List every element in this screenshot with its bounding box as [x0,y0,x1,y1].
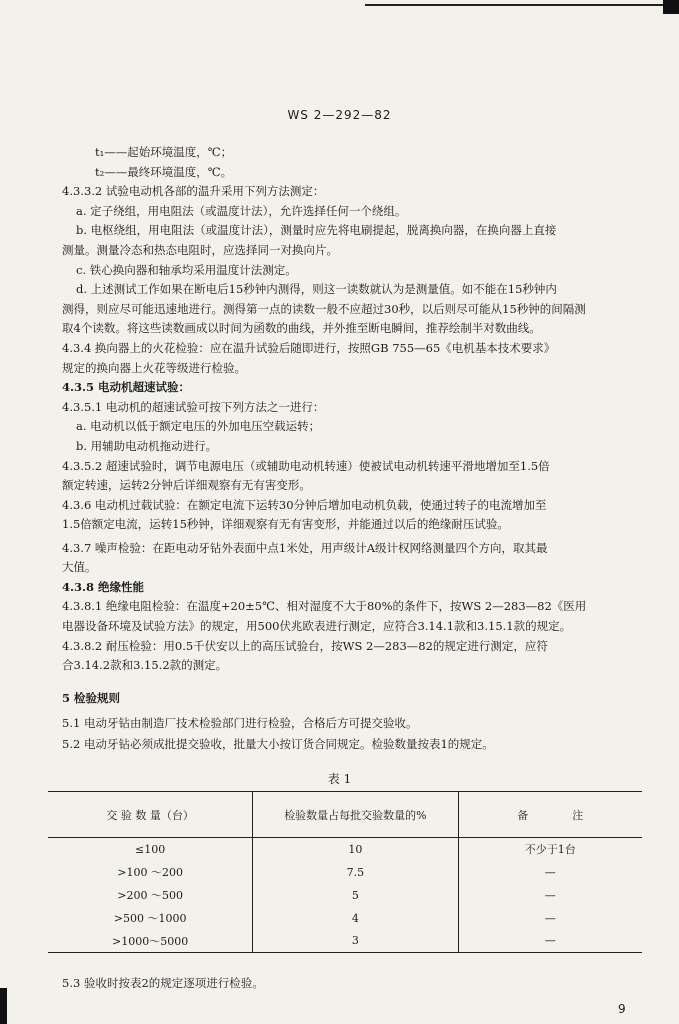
text-line: t₁——起始环境温度，℃； [95,145,233,159]
table-row [48,907,642,930]
text-line: b. 用辅助电动机拖动进行。 [76,439,218,453]
table-cell: 不少于1台 [524,843,576,857]
table-row [48,884,642,907]
table-cell: >200 ～500 [48,884,253,907]
table-cell: 7.5 [253,861,458,884]
text-line: c. 铁心换向器和轴承均采用温度计法测定。 [76,263,297,277]
table-cell: >100 ～200 [48,861,253,884]
table-cell: — [544,934,556,948]
text-line: 取4个读数。将这些读数画成以时间为函数的曲线，并外推至断电瞬间，推荐绘制半对数曲线。 [62,321,541,335]
text-line: t₂——最终环境温度，℃。 [95,165,233,179]
page-number: 9 [618,1002,626,1016]
text-line: a. 定子绕组，用电阻法（或温度计法），允许选择任何一个绕组。 [76,204,407,218]
text-line: 电器设备环境及试验方法》的规定，用500伏兆欧表进行测定，应符合3.14.1款和3.15.1款的规定。 [62,619,572,633]
text-line: b. 电枢绕组，用电阻法（或温度计法），测量时应先将电刷提起，脱离换向器，在换向器上直接 [76,223,557,237]
scan-binding-mark [0,988,7,1024]
header-cell: 检验数量占每批交验数量的% [253,792,458,838]
text-line: 4.3.8.1 绝缘电阻检验：在温度+20±5℃、相对湿度不大于80%的条件下，按WS 2—283—82《医用 [62,599,587,613]
text-line: 测量。测量冷态和热态电阻时，应选择同一对换向片。 [62,243,338,257]
table-cell: >500 ～1000 [48,907,253,930]
table-header-row [48,792,642,838]
scan-edge-line [365,4,665,6]
table-cell: 3 [253,930,458,953]
section-heading: 5 检验规则 [62,691,121,705]
text-line: 额定转速，运转2分钟后详细观察有无有害变形。 [62,478,311,492]
table-row [48,861,642,884]
text-line: 测得，则应尽可能迅速地进行。测得第一点的读数一般不应超过30秒，以后则尽可能从15秒钟的间隔测 [62,302,586,316]
table-caption: 表 1 [327,772,352,786]
text-line: 合3.14.2款和3.15.2款的测定。 [62,658,228,672]
header-cell: 备 注 [458,792,642,838]
table-cell: — [544,888,556,902]
text-line: 4.3.3.2 试验电动机各部的温升采用下列方法测定： [62,184,325,198]
text-line: 5.2 电动牙钻必须成批提交验收，批量大小按订货合同规定。检验数量按表1的规定。 [62,737,494,751]
text-line: 4.3.5.2 超速试验时，调节电源电压（或辅助电动机转速）使被试电动机转速平滑地增加至1.5倍 [62,459,550,473]
scan-corner-mark [663,0,679,14]
inspection-quantity-table [48,791,642,953]
text-line: a. 电动机以低于额定电压的外加电压空载运转； [76,419,321,433]
text-line: 5.1 电动牙钻由制造厂技术检验部门进行检验，合格后方可提交验收。 [62,716,418,730]
table-cell: — [544,911,556,925]
text-line: d. 上述测试工作如果在断电后15秒钟内测得，则这一读数就认为是测量值。如不能在15秒钟内 [76,282,557,296]
table-row [48,930,642,953]
text-line: 规定的换向器上火花等级进行检验。 [62,361,246,375]
header-cell: 交 验 数 量（台） [48,792,253,838]
text-line: 大值。 [62,560,97,574]
text-line: 4.3.5.1 电动机的超速试验可按下列方法之一进行： [62,400,325,414]
table-cell: 5 [253,884,458,907]
section-heading: 4.3.8 绝缘性能 [62,580,145,594]
page-header: WS 2—292—82 [287,108,392,122]
text-line: 1.5倍额定电流，运转15秒钟，详细观察有无有害变形，并能通过以后的绝缘耐压试验。 [62,517,509,531]
table-cell: 4 [253,907,458,930]
text-line: 4.3.6 电动机过载试验：在额定电流下运转30分钟后增加电动机负载，使通过转子的电流增加至 [62,498,547,512]
section-heading: 4.3.5 电动机超速试验： [62,380,191,394]
table-cell: >1000～5000 [48,930,253,953]
text-line: 5.3 验收时按表2的规定逐项进行检验。 [62,976,264,990]
table-row [48,838,642,861]
table-cell: ≤100 [48,838,253,861]
table-cell: 10 [253,838,458,861]
text-line: 4.3.4 换向器上的火花检验：应在温升试验后随即进行，按照GB 755—65《电机基本技术要求》 [62,341,556,355]
table-cell: — [544,865,556,879]
text-line: 4.3.7 噪声检验：在距电动牙钻外表面中点1米处，用声级计A级计权网络测量四个方向，取其最 [62,541,548,555]
text-line: 4.3.8.2 耐压检验：用0.5千伏安以上的高压试验台，按WS 2—283—82的规定进行测定，应符 [62,639,548,653]
